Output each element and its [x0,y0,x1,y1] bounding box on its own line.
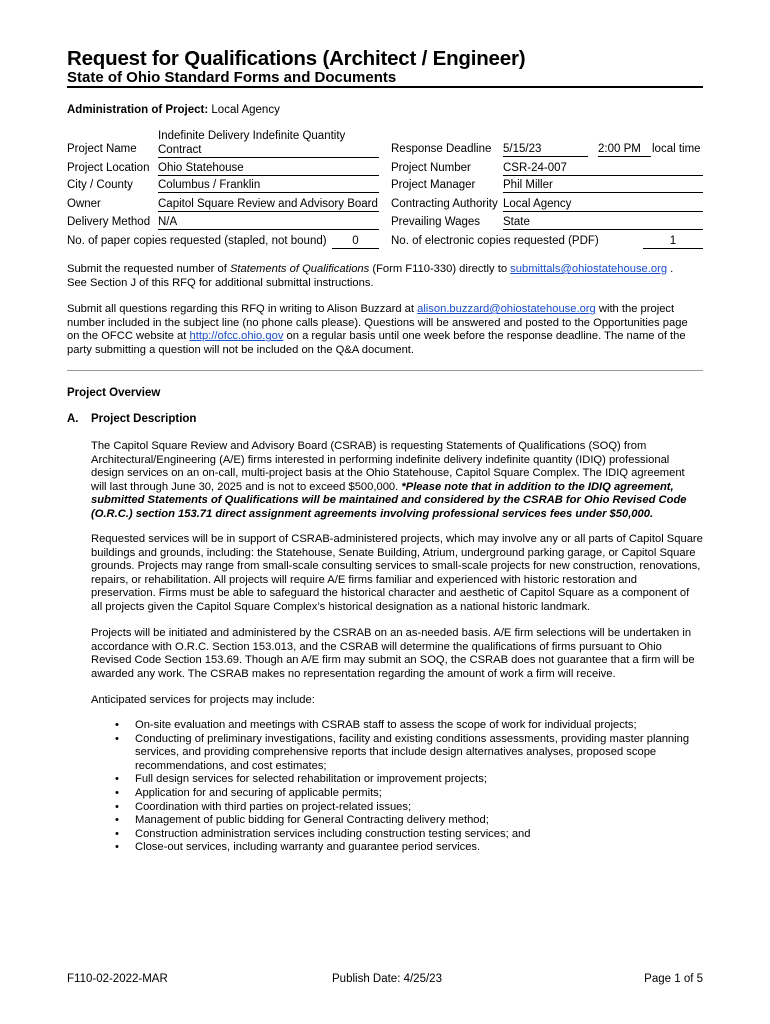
document-title: Request for Qualifications (Architect / Engineer) [67,47,526,70]
publish-date: Publish Date: 4/25/23 [332,973,442,985]
contracting-authority-label: Contracting Authority [391,198,498,210]
project-overview-heading: Project Overview [67,387,161,399]
response-deadline-suffix: local time [652,143,701,155]
description-paragraph-1 [91,440,703,522]
submittal-text-c: . [667,263,674,275]
administration-value: Local Agency [211,104,280,116]
project-name-value: Indefinite Delivery Indefinite Quantity Contract [158,129,379,158]
ofcc-website-link[interactable]: http://ofcc.ohio.gov [189,330,284,343]
response-deadline-label: Response Deadline [391,143,492,155]
delivery-method-value: N/A [158,215,379,230]
submittal-text-a: Submit the requested number of [67,263,230,275]
list-item: • Conducting of preliminary investigations, facility and existing conditions assessments, providing master planning services, and providing comprehensive reports that include design alternatives analyses, proposed scope recommendations, and cost estimates; [91,733,703,774]
project-manager-label: Project Manager [391,179,476,191]
list-item: • On-site evaluation and meetings with CSRAB staff to assess the scope of work for individual projects; [91,719,703,733]
electronic-copies-value: 1 [643,234,703,249]
document-subtitle: State of Ohio Standard Forms and Documents [67,69,397,86]
city-county-label: City / County [67,179,133,191]
contracting-authority-value: Local Agency [503,197,703,212]
response-deadline-date: 5/15/23 [503,142,588,157]
paper-copies-value: 0 [332,234,379,249]
form-id: F110-02-2022-MAR [67,973,168,985]
project-number-value: CSR-24-007 [503,161,703,176]
services-list [91,719,703,855]
administration-label: Administration of Project: [67,104,209,116]
list-item: • Close-out services, including warranty and guarantee period services. [91,841,703,855]
anticipated-services-intro: Anticipated services for projects may include: [91,694,315,706]
questions-text-c: on a regular basis until one week before the response deadline. The name of the party submitting a question will not be included on the Q&A document. [67,330,686,357]
page-number: Page 1 of 5 [644,973,703,985]
description-paragraph-2: Requested services will be in support of CSRAB-administered projects, which may involve any or all parts of Capitol Square buildings and grounds, including: the Statehouse, Senate Building, Atrium, underground parking garage, or Capitol Square grounds. Projects may range from small-scale consulting services to small-scale projects for new construction, renovations, repairs, or rehabilitation. All projects will require A/E firms familiar and experienced with historic restoration and preservation. Firms must be able to safeguard the historical character and aesthetic of Capitol Square as a component of all projects given the Capitol Square Complex’s historical designation as a national historic landmark. [91,533,703,613]
electronic-copies-label: No. of electronic copies requested (PDF) [391,235,599,247]
section-divider [67,370,703,371]
list-item: • Full design services for selected rehabilitation or improvement projects; [91,773,703,787]
prevailing-wages-label: Prevailing Wages [391,216,481,228]
questions-text-b: with the project number included in the subject line (no phone calls please). Questions will be answered and posted to the Opportunities page on the OFCC website at [67,303,688,343]
contact-email-link[interactable]: alison.buzzard@ohiostatehouse.org [417,303,596,315]
list-item: • Management of public bidding for General Contracting delivery method; [91,814,703,828]
submittal-instructions [67,263,703,290]
paper-copies-label: No. of paper copies requested (stapled, not bound) [67,235,327,247]
list-item: • Application for and securing of applicable permits; [91,787,703,801]
administration-line [67,104,280,116]
soq-form-name: Statements of Qualifications [229,263,370,275]
section-title: Project Description [91,413,197,425]
description-emphasis: *Please note that in addition to the IDIQ agreement, submitted Statements of Qualifications will be maintained and considered by the CSRAB for Ohio Revised Code (O.R.C.) section 153.71 direct assignment agreements involving professional services fees under $50,000. [91,480,687,520]
project-name-label: Project Name [67,143,137,155]
submittal-text-b: (Form F110-330) directly to [369,263,511,275]
submittal-text-d: See Section J of this RFQ for additional submittal instructions. [67,276,374,289]
questions-instructions [67,303,703,358]
list-item: • Construction administration services including construction testing services; and [91,828,703,842]
project-number-label: Project Number [391,162,471,174]
owner-label: Owner [67,198,101,210]
description-text: The Capitol Square Review and Advisory Board (CSRAB) is requesting Statements of Qualifications (SOQ) from Architectural/Engineering (A/E) firms interested in performing indefinite delivery indefinite quantity (IDIQ) professional design services on an on-call, multi-project basis at the Ohio Statehouse, Capitol Square Complex. The IDIQ agreement will last through June 30, 2025 and is not to exceed $500,000. [91,440,685,493]
project-location-value: Ohio Statehouse [158,161,379,176]
project-location-label: Project Location [67,162,150,174]
city-county-value: Columbus / Franklin [158,178,379,193]
owner-value: Capitol Square Review and Advisory Board [158,198,378,210]
submittals-email-link[interactable]: submittals@ohiostatehouse.org [510,263,668,275]
list-item: • Coordination with third parties on project-related issues; [91,801,703,815]
delivery-method-label: Delivery Method [67,216,151,228]
project-manager-value: Phil Miller [503,178,703,193]
description-paragraph-3: Projects will be initiated and administered by the CSRAB on an as-needed basis. A/E firm selections will be undertaken in accordance with O.R.C. Section 153.013, and the CSRAB will determine the qualifications of firms pursuant to Ohio Revised Code Section 153.69. Though an A/E firm may submit an SOQ, the CSRAB does not guarantee that a firm will be awarded any work. The CSRAB makes no representation regarding the amount of work a firm will receive. [91,627,695,680]
response-deadline-time: 2:00 PM [598,142,651,157]
questions-text-a: Submit all questions regarding this RFQ in writing to Alison Buzzard at [67,303,418,315]
section-letter: A. [67,413,79,425]
header-divider [67,86,703,88]
prevailing-wages-value: State [503,215,703,230]
